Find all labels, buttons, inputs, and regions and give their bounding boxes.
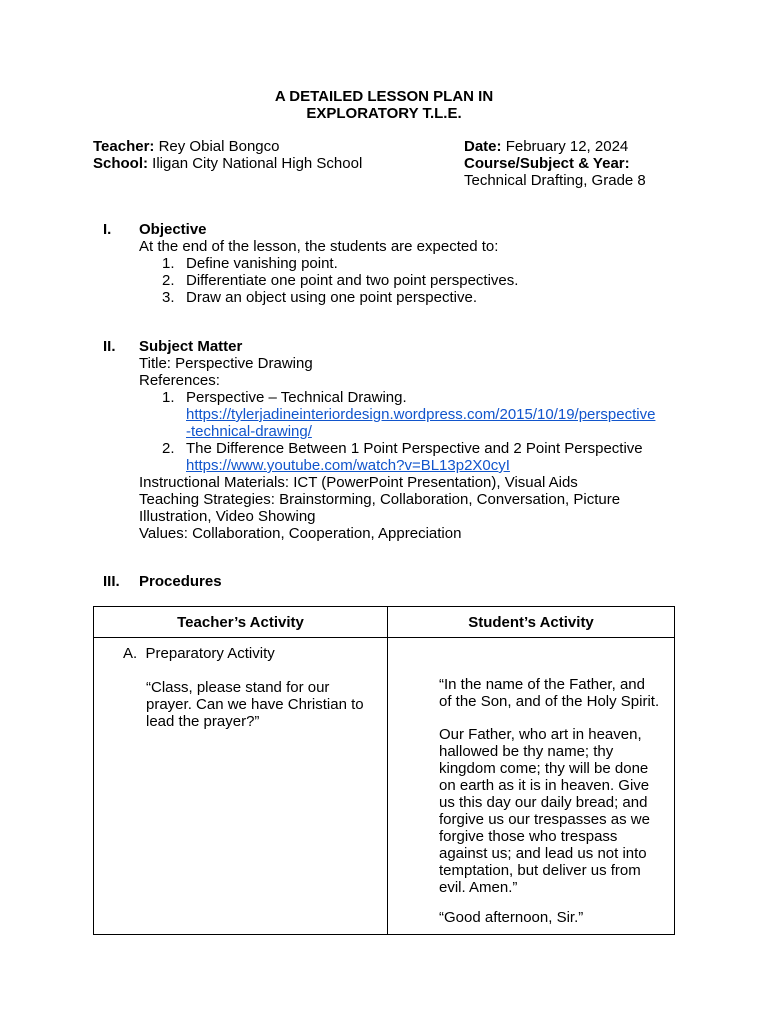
objective-body [139,221,679,306]
date-line [464,138,646,155]
title-line-2: EXPLORATORY T.L.E. [306,105,462,122]
table-header-row [94,607,675,638]
student-prayer: Our Father, who art in heaven, hallowed be thy name; thy kingdom come; thy will be done on earth as it is in heaven. Give us this day our daily bread; and forgive us our trespasses as we forgive those who trespass against us; and lead us not into temptation, but deliver us from evil. Amen.” [439,726,650,896]
course-value: Technical Drafting, Grade 8 [464,172,646,189]
header-right [464,138,646,189]
procedures-body [139,573,679,590]
school-line [93,155,362,172]
values: Values: Collaboration, Cooperation, Appreciation [139,525,462,542]
section-numeral: II. [103,338,116,355]
reference-link[interactable]: -technical-drawing/ [186,423,312,440]
section-numeral: I. [103,221,112,238]
teacher-label: Teacher: [93,138,155,155]
table-row [94,638,675,935]
student-greeting: “Good afternoon, Sir.” [439,909,584,926]
teacher-value: Rey Obial Bongco [158,138,280,155]
subject-title: Title: Perspective Drawing [139,355,313,372]
references-label: References: [139,372,220,389]
objective-intro: At the end of the lesson, the students are expected to: [139,238,499,255]
list-item: 3. Draw an object using one point perspective. [162,289,478,306]
objective-heading: Objective [139,221,207,238]
list-item: 1. Perspective – Technical Drawing. https://tylerjadineinteriordesign.wordpress.com/2015/10/19/perspective -technical-drawing/ [162,389,656,440]
subject-matter-heading: Subject Matter [139,338,243,355]
section-numeral: III. [103,573,120,590]
objective-list [139,255,679,306]
references-list [139,389,679,474]
instructional-materials: Instructional Materials: ICT (PowerPoint Presentation), Visual Aids [139,474,578,491]
list-item: 2. Differentiate one point and two point perspectives. [162,272,519,289]
date-value: February 12, 2024 [505,138,629,155]
procedures-table [93,606,675,935]
student-activity-cell [388,638,675,935]
course-label: Course/Subject & Year: [464,155,630,172]
document-title [0,88,768,122]
reference-link[interactable]: https://tylerjadineinteriordesign.wordpress.com/2015/10/19/perspective [186,406,656,423]
school-value: Iligan City National High School [152,155,363,172]
date-label: Date: [464,138,502,155]
student-response-1: “In the name of the Father, and of the Son, and of the Holy Spirit. [439,676,660,710]
list-item: 1. Define vanishing point. [162,255,338,272]
teacher-activity-cell [94,638,388,935]
teacher-activity-header: Teacher’s Activity [94,607,388,638]
procedures-heading: Procedures [139,573,222,590]
student-activity-header: Student’s Activity [388,607,675,638]
title-line-1: A DETAILED LESSON PLAN IN [274,88,494,105]
teacher-line [93,138,362,155]
header-left [93,138,362,172]
subject-matter-body [139,338,679,542]
teaching-strategies-line-1: Teaching Strategies: Brainstorming, Collaboration, Conversation, Picture [139,491,621,508]
preparatory-activity-item: A. Preparatory Activity [123,645,275,662]
list-item: 2. The Difference Between 1 Point Perspective and 2 Point Perspective https://www.youtube.com/watch?v=BL13p2X0cyI [162,440,643,474]
school-label: School: [93,155,148,172]
teacher-prompt: “Class, please stand for our prayer. Can we have Christian to lead the prayer?” [146,679,364,730]
teaching-strategies-line-2: Illustration, Video Showing [139,508,316,525]
reference-link[interactable]: https://www.youtube.com/watch?v=BL13p2X0cyI [186,457,510,474]
